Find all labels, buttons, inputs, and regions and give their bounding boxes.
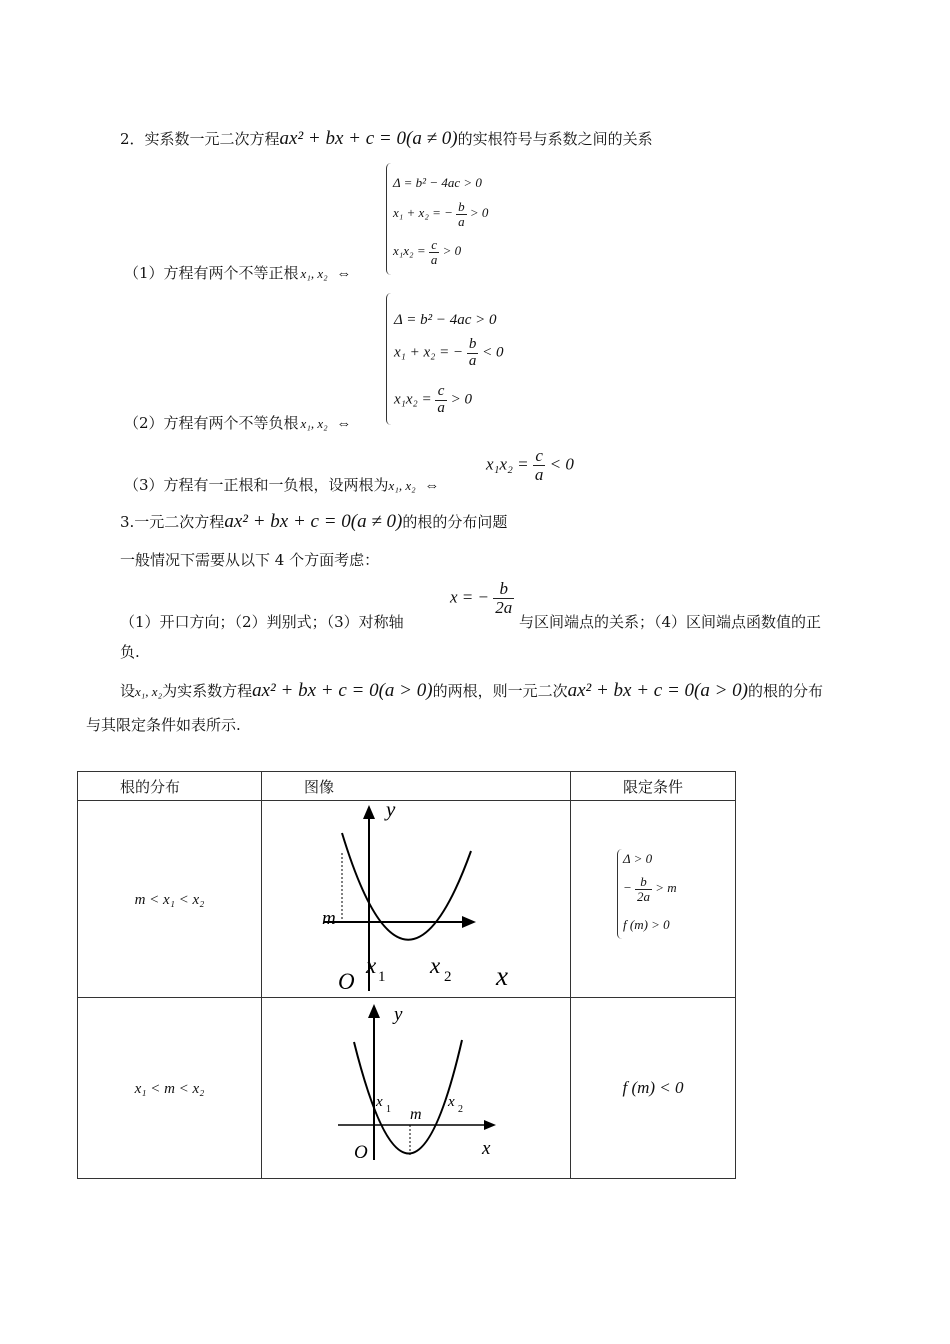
- row1-x2-subscript: 2: [444, 969, 452, 985]
- row1-m-label: m: [322, 908, 336, 929]
- section3-heading-prefix: 3.一元二次方程: [120, 513, 225, 531]
- case3-iff-arrow: ⇔: [424, 478, 440, 494]
- row2-graph: [262, 998, 570, 1178]
- case2-roots: x₁, x₂: [300, 416, 328, 431]
- header-conditions: 限定条件: [571, 772, 736, 801]
- section2-heading: [120, 128, 653, 150]
- case1-cond-sum: x₁ + x₂ = − $\frac{b}{a}$ > 0: [393, 199, 489, 229]
- row1-cond-discriminant: Δ > 0: [623, 851, 653, 866]
- row1-distribution: m < x₁ < x₂: [78, 801, 262, 998]
- row1-graph-background: [304, 801, 526, 997]
- case3-line: [124, 474, 439, 495]
- case1-cond-discriminant: Δ = b² − 4ac > 0: [393, 175, 482, 190]
- row2-origin-label: O: [354, 1142, 368, 1163]
- row1-y-label: y: [386, 801, 396, 821]
- row2-graph-cell: [262, 998, 571, 1179]
- row1-cond-fm: f (m) > 0: [623, 917, 670, 932]
- section3-heading-equation: ax² + bx + c = 0(a ≠ 0): [224, 511, 403, 532]
- row1-x1-label: x: [366, 953, 377, 978]
- case2-brace: [386, 293, 393, 425]
- row2-x1-subscript: 1: [386, 1104, 391, 1115]
- header-graph: 图像: [262, 772, 571, 801]
- case1-iff-arrow: ⇔: [336, 266, 352, 282]
- row1-conditions: [571, 801, 736, 998]
- row2-distribution: x₁ < m < x₂: [78, 998, 262, 1179]
- row1-origin-label: O: [338, 969, 355, 994]
- row1-x2-label: x: [430, 953, 441, 978]
- case3-roots: x₁, x₂: [388, 478, 416, 493]
- case2-cond-discriminant: Δ = b² − 4ac > 0: [394, 312, 497, 328]
- section2-heading-equation: ax² + bx + c = 0(a ≠ 0): [279, 128, 458, 149]
- row1-graph: [262, 801, 570, 997]
- row2-x1-label: x: [376, 1094, 383, 1110]
- case2-line: [124, 412, 351, 433]
- row2-conditions: f (m) < 0: [571, 998, 736, 1179]
- root-distribution-table: [77, 771, 736, 1179]
- row2-x2-subscript: 2: [458, 1104, 463, 1115]
- row1-x-label: x: [496, 961, 508, 991]
- distribution-paragraph-end: 与其限定条件如表所示.: [86, 716, 241, 734]
- row1-cond-axis: − $\frac{b}{2a}$ > m: [623, 874, 677, 904]
- header-distribution: 根的分布: [78, 772, 262, 801]
- factors-line-b: 与区间端点的关系；（4）区间端点函数值的正: [519, 613, 822, 631]
- row1-x1-subscript: 1: [378, 969, 386, 985]
- row2-parabola: [354, 1040, 462, 1154]
- case1-line: [124, 262, 351, 283]
- case3-condition: x₁x₂ = $\frac{c}{a}$ < 0: [486, 446, 574, 484]
- case2-cond-sum: x₁ + x₂ = − $\frac{b}{a}$ < 0: [394, 336, 504, 369]
- section2-heading-suffix: 的实根符号与系数之间的关系: [457, 130, 653, 148]
- row2-x-label: x: [482, 1138, 491, 1159]
- row2-x-arrow: [484, 1120, 496, 1130]
- case1-brace: [386, 163, 393, 275]
- row2-m-label: m: [410, 1106, 422, 1123]
- row2-x2-label: x: [448, 1094, 455, 1110]
- case1-label: （1）方程有两个不等正根: [124, 264, 299, 282]
- row1-graph-cell: [262, 801, 571, 998]
- distribution-paragraph: 设x₁, x₂为实系数方程ax² + bx + c = 0(a > 0)的两根，则一元二次ax² + bx + c = 0(a > 0)的根的分布: [120, 680, 824, 701]
- row2-y-label: y: [394, 1004, 403, 1025]
- symmetry-axis-formula: x = − $\frac{b}{2a}$: [450, 579, 513, 617]
- row2-y-arrow: [368, 1004, 380, 1018]
- factors-line-a: （1）开口方向；（2）判别式；（3）对称轴: [120, 613, 404, 631]
- case2-label: （2）方程有两个不等负根: [124, 414, 299, 432]
- factors-line-c: 负.: [120, 643, 140, 661]
- section2-heading-prefix: 2．实系数一元二次方程: [120, 130, 280, 148]
- case2-cond-product: x₁x₂ = $\frac{c}{a}$ > 0: [394, 383, 472, 416]
- section3-heading: [120, 511, 507, 533]
- case1-roots: x₁, x₂: [300, 266, 328, 281]
- case1-cond-product: x₁x₂ = $\frac{c}{a}$ > 0: [393, 237, 462, 267]
- section3-intro: 一般情况下需要从以下 4 个方面考虑：: [120, 551, 380, 569]
- case2-iff-arrow: ⇔: [336, 416, 352, 432]
- section3-heading-suffix: 的根的分布问题: [402, 513, 508, 531]
- case3-label: （3）方程有一正根和一负根，设两根为: [124, 476, 389, 494]
